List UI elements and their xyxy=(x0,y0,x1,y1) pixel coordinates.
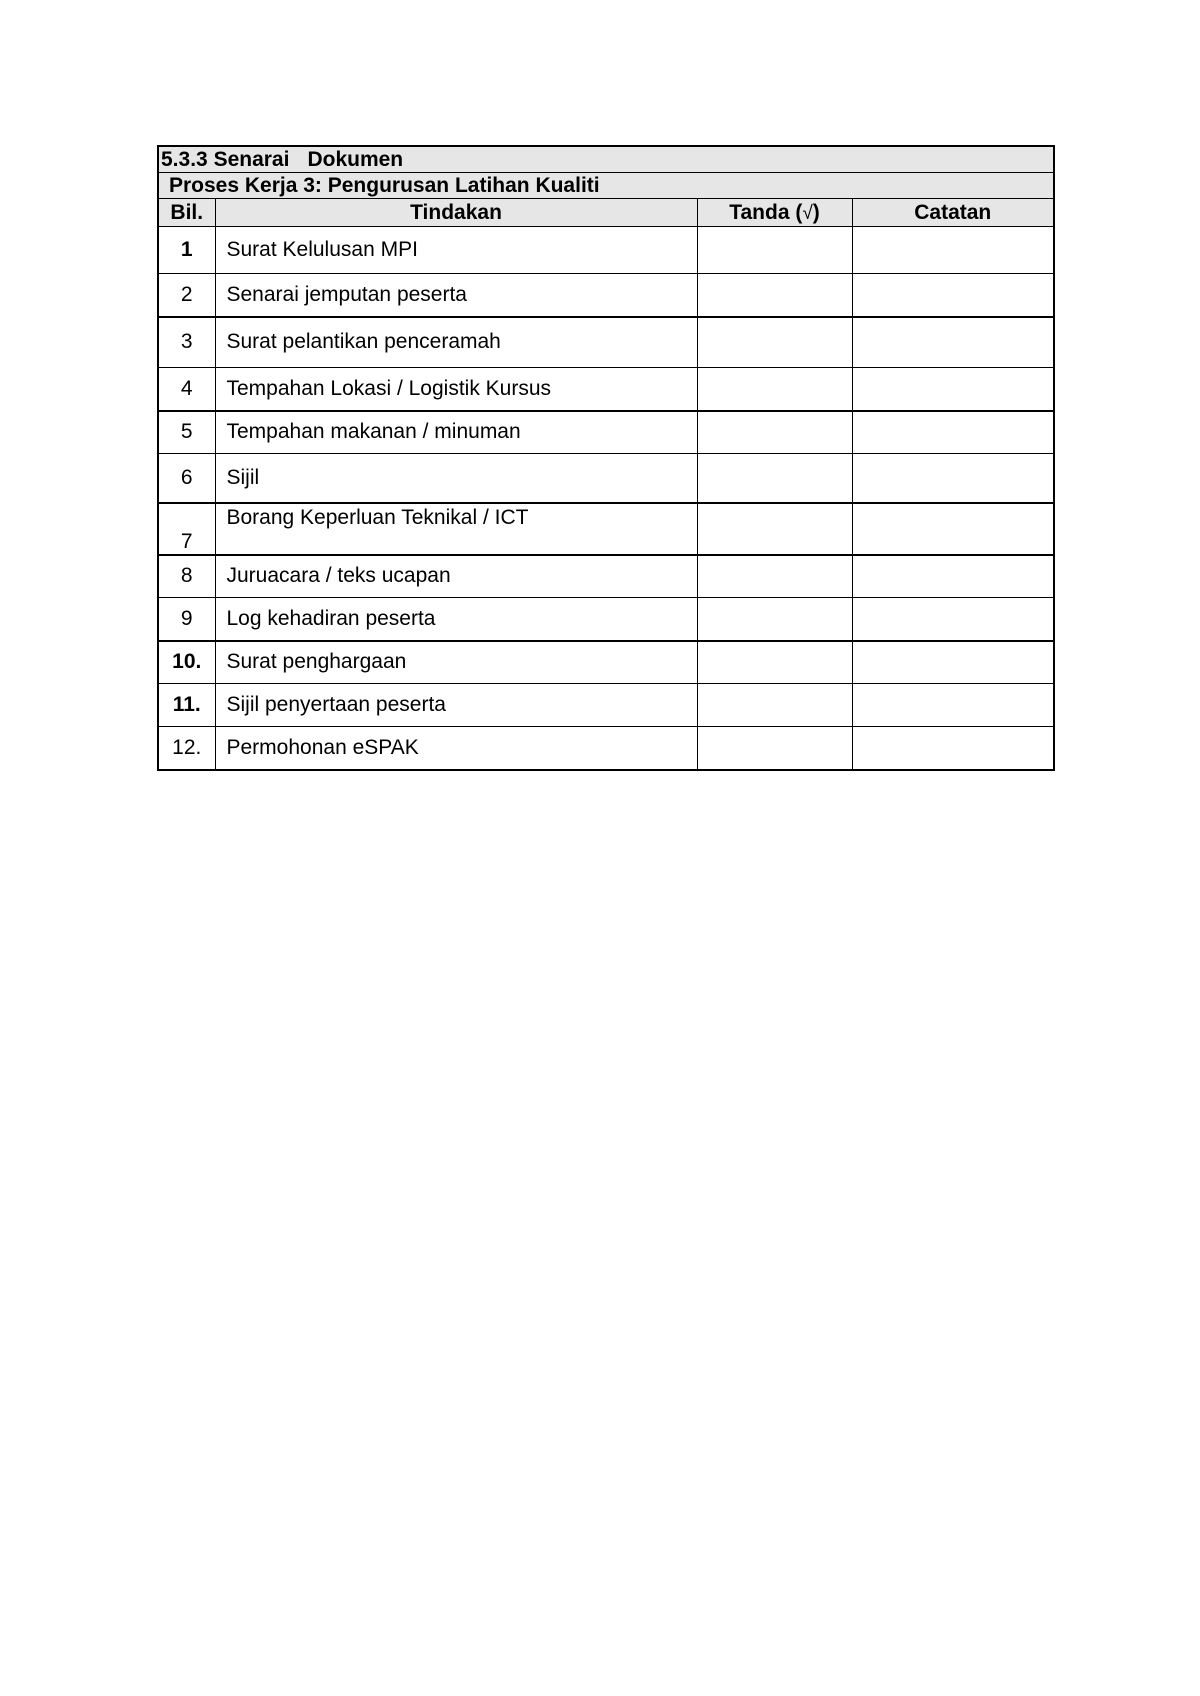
table-row xyxy=(158,227,1054,274)
table-row xyxy=(158,598,1054,641)
header-catatan: Catatan xyxy=(852,199,1054,227)
row-tindakan: Tempahan makanan / minuman xyxy=(215,411,697,454)
table-row xyxy=(158,503,1054,555)
row-bil: 6 xyxy=(158,454,215,503)
row-tindakan: Surat penghargaan xyxy=(215,641,697,684)
row-catatan-cell[interactable] xyxy=(852,503,1054,555)
row-catatan-cell[interactable] xyxy=(852,598,1054,641)
row-tanda-cell[interactable] xyxy=(697,368,852,411)
table-row xyxy=(158,274,1054,317)
row-tanda-cell[interactable] xyxy=(697,727,852,770)
row-catatan-cell[interactable] xyxy=(852,555,1054,598)
row-tindakan: Permohonan eSPAK xyxy=(215,727,697,770)
row-tindakan: Log kehadiran peserta xyxy=(215,598,697,641)
row-tindakan: Sijil xyxy=(215,454,697,503)
row-catatan-cell[interactable] xyxy=(852,727,1054,770)
section-number: 5.3.3 xyxy=(161,147,208,171)
row-catatan-cell[interactable] xyxy=(852,227,1054,274)
row-bil: 8 xyxy=(158,555,215,598)
row-bil: 1 xyxy=(158,227,215,274)
row-tanda-cell[interactable] xyxy=(697,274,852,317)
checkmark-icon: √ xyxy=(802,202,813,224)
header-tanda-label: Tanda ( xyxy=(729,200,803,224)
row-bil: 10. xyxy=(158,641,215,684)
row-tindakan: Surat Kelulusan MPI xyxy=(215,227,697,274)
row-bil: 9 xyxy=(158,598,215,641)
header-tanda xyxy=(697,199,852,227)
table-header-row xyxy=(158,199,1054,227)
row-tanda-cell[interactable] xyxy=(697,317,852,368)
header-bil: Bil. xyxy=(158,199,215,227)
row-bil: 2 xyxy=(158,274,215,317)
row-tanda-cell[interactable] xyxy=(697,411,852,454)
row-bil: 11. xyxy=(158,684,215,727)
row-tindakan: Juruacara / teks ucapan xyxy=(215,555,697,598)
row-catatan-cell[interactable] xyxy=(852,684,1054,727)
table-row xyxy=(158,641,1054,684)
document-list-table xyxy=(157,145,1055,771)
row-tanda-cell[interactable] xyxy=(697,684,852,727)
row-bil: 3 xyxy=(158,317,215,368)
process-title: Proses Kerja 3: Pengurusan Latihan Kualiti xyxy=(158,173,1054,199)
row-tanda-cell[interactable] xyxy=(697,454,852,503)
row-tanda-cell[interactable] xyxy=(697,503,852,555)
row-catatan-cell[interactable] xyxy=(852,454,1054,503)
process-title-row xyxy=(158,173,1054,199)
header-tanda-close: ) xyxy=(812,200,820,224)
row-bil: 5 xyxy=(158,411,215,454)
row-tindakan: Sijil penyertaan peserta xyxy=(215,684,697,727)
row-catatan-cell[interactable] xyxy=(852,368,1054,411)
row-tanda-cell[interactable] xyxy=(697,555,852,598)
row-tindakan: Tempahan Lokasi / Logistik Kursus xyxy=(215,368,697,411)
row-bil: 4 xyxy=(158,368,215,411)
row-tanda-cell[interactable] xyxy=(697,641,852,684)
section-title-word-2: Dokumen xyxy=(307,147,404,171)
table-row xyxy=(158,454,1054,503)
table-row xyxy=(158,368,1054,411)
row-tanda-cell[interactable] xyxy=(697,227,852,274)
table-row xyxy=(158,727,1054,770)
row-tindakan: Surat pelantikan penceramah xyxy=(215,317,697,368)
row-bil: 12. xyxy=(158,727,215,770)
row-catatan-cell[interactable] xyxy=(852,411,1054,454)
row-catatan-cell[interactable] xyxy=(852,641,1054,684)
row-tindakan: Borang Keperluan Teknikal / ICT xyxy=(215,503,697,555)
row-catatan-cell[interactable] xyxy=(852,317,1054,368)
table-row xyxy=(158,317,1054,368)
section-title-word-1: Senarai xyxy=(213,147,290,171)
row-bil: 7 xyxy=(158,503,215,555)
section-title xyxy=(158,146,1054,173)
row-tanda-cell[interactable] xyxy=(697,598,852,641)
row-tindakan: Senarai jemputan peserta xyxy=(215,274,697,317)
table-row xyxy=(158,411,1054,454)
table-row xyxy=(158,555,1054,598)
header-tindakan: Tindakan xyxy=(215,199,697,227)
table-row xyxy=(158,684,1054,727)
row-catatan-cell[interactable] xyxy=(852,274,1054,317)
section-title-row xyxy=(158,146,1054,173)
